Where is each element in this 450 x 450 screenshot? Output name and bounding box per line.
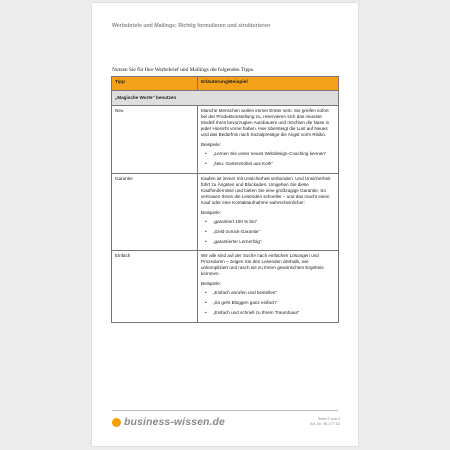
article-number: Art.-Nr. 06.177.02 bbox=[310, 422, 340, 427]
logo-text: business-wissen.de bbox=[124, 416, 226, 428]
table-header-row bbox=[112, 77, 339, 91]
tips-table bbox=[111, 76, 339, 323]
page-info bbox=[310, 417, 340, 427]
examples-list bbox=[201, 219, 335, 245]
table-row bbox=[112, 251, 339, 323]
example-text: „garantiert 100 % bio“ bbox=[213, 218, 258, 224]
bullet-icon: • bbox=[205, 218, 207, 224]
list-item bbox=[201, 219, 335, 225]
intro-text: Nutzen Sie für Ihre Werbebrief und Mailings die folgenden Tipps. bbox=[112, 67, 255, 73]
explanation-cell bbox=[198, 251, 339, 323]
section-title: „Magische Worte“ benutzen bbox=[112, 91, 339, 106]
examples-label: Beispiele: bbox=[201, 141, 221, 147]
examples-label: Beispiele: bbox=[201, 209, 221, 215]
bullet-icon: • bbox=[205, 238, 207, 244]
explanation-text: Wir alle sind auf der Suche nach einfachen Lösungen und Prozeduren – zeigen Sie den Lesenden deshalb, wie unkompliziert und rasch sie zu Ihrem gewünschten Ergebnis kommen. bbox=[201, 253, 324, 277]
section-row bbox=[112, 91, 339, 106]
document-page bbox=[92, 3, 358, 446]
list-item bbox=[201, 290, 335, 296]
column-header-explanation: Erläuterung/Beispiel bbox=[198, 77, 339, 91]
example-text: „Einfach anrufen und bestellen“ bbox=[213, 290, 277, 296]
page-number: Seite 2 von 4 bbox=[317, 417, 340, 421]
examples-list bbox=[201, 290, 335, 316]
bullet-icon: • bbox=[205, 228, 207, 234]
bullet-icon: • bbox=[205, 300, 207, 306]
explanation-text: Kaufen ist immer mit Unsicherheit verbunden. Und Unsicherheit führt zu Ängsten und Blockaden. Umgehen Sie diese Kaufhindernisse und bieten Sie eine großzügige Garantie. So vertrauen Ihnen die Lesenden schneller – und das macht einen Kauf oder eine Kontaktaufnahme wahrscheinlicher: bbox=[201, 175, 331, 205]
list-item bbox=[201, 239, 335, 245]
bullet-icon: • bbox=[205, 160, 207, 166]
tip-cell: Garantie bbox=[112, 173, 198, 251]
list-item bbox=[201, 310, 335, 316]
example-text: „garantierter Lernerfolg“ bbox=[213, 238, 262, 244]
list-item bbox=[201, 229, 335, 235]
list-item bbox=[201, 151, 335, 157]
tip-cell: Einfach bbox=[112, 251, 198, 323]
bullet-icon: • bbox=[205, 310, 207, 316]
examples-label: Beispiele: bbox=[201, 281, 221, 287]
example-text: „Lernen Sie unser neues Webdesign-Coaching kennen“ bbox=[213, 150, 327, 156]
example-text: „Neu: Gartenmöbel aus Kork“ bbox=[213, 160, 273, 166]
tip-cell: Neu bbox=[112, 106, 198, 174]
table-row bbox=[112, 173, 339, 251]
logo-dot-icon bbox=[112, 418, 121, 427]
explanation-cell bbox=[198, 106, 339, 174]
example-text: „So geht Bloggen ganz einfach“ bbox=[213, 300, 278, 306]
table-row bbox=[112, 106, 339, 174]
bullet-icon: • bbox=[205, 150, 207, 156]
page-header: Werbebriefe und Mailings: Richtig formulieren und strukturieren bbox=[112, 23, 271, 29]
list-item bbox=[201, 300, 335, 306]
brand-logo bbox=[112, 416, 225, 428]
example-text: „Geld-zurück-Garantie“ bbox=[213, 228, 260, 234]
example-text: „Einfach und schnell zu Ihrem Traumhaus“ bbox=[213, 310, 300, 316]
bullet-icon: • bbox=[205, 290, 207, 296]
footer-divider bbox=[112, 410, 338, 411]
examples-list bbox=[201, 151, 335, 167]
list-item bbox=[201, 161, 335, 167]
explanation-cell bbox=[198, 173, 339, 251]
explanation-text: Manche Menschen wollen immer Erster sein: Sie greifen sofort bei der Produktvorstellung zu, reservieren sich das neueste Modell Ihres bevorzugten Autobauers und möchten die Nase in jeder Hinsicht vorne haben. Hier übersteigt die Lust auf Neues und das Bedürfnis nach Sozialprestige die Angst vorm Risiko. bbox=[201, 108, 330, 137]
column-header-tip: Tipp bbox=[112, 77, 198, 91]
